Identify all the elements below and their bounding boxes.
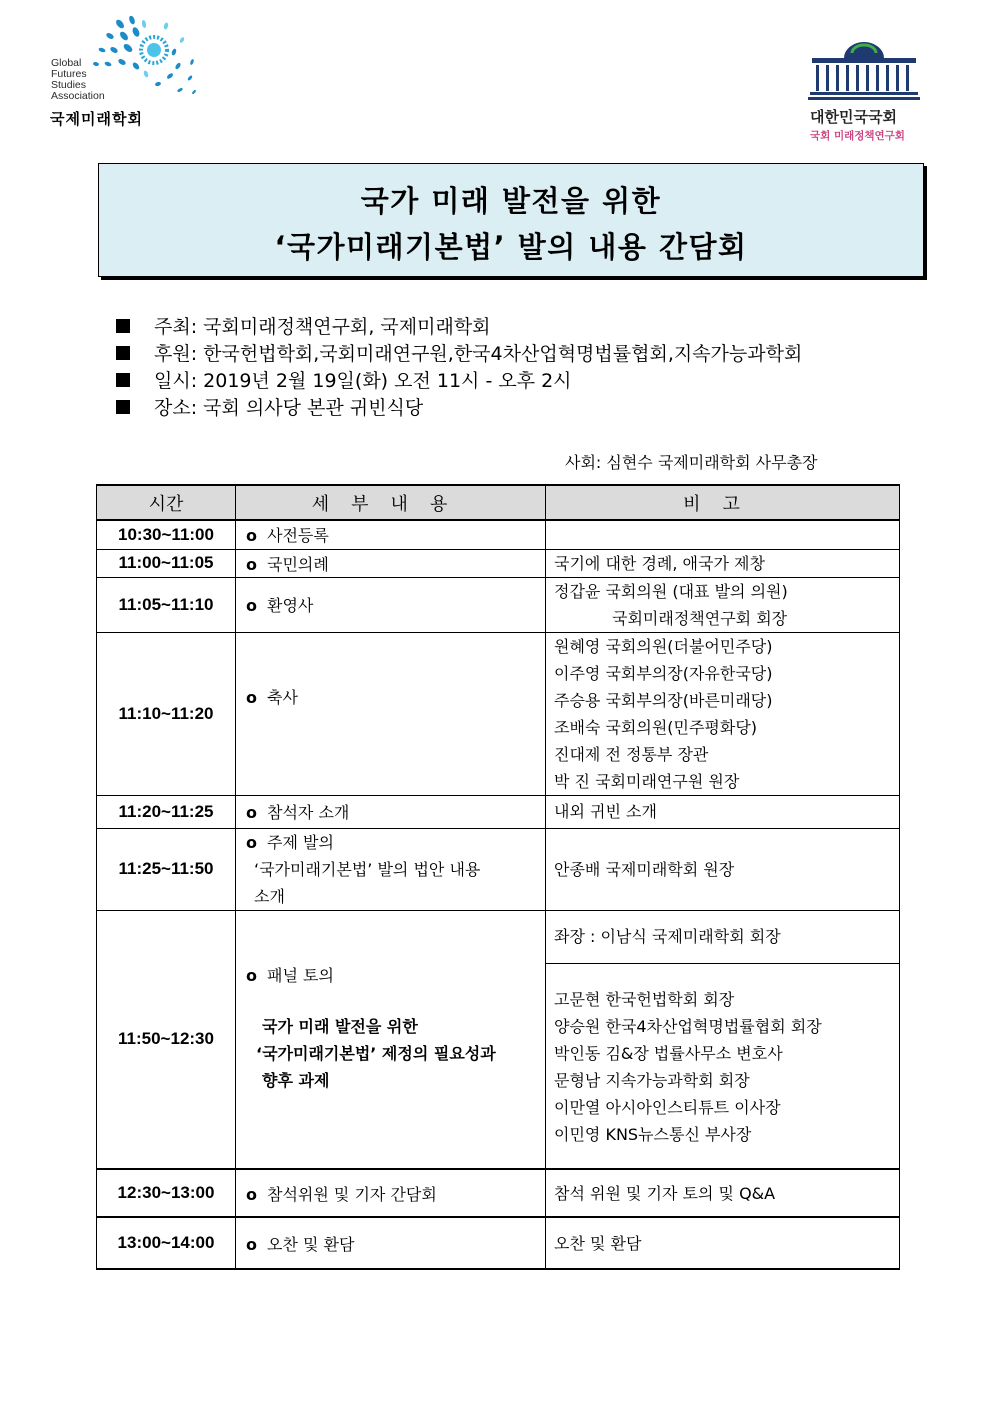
info-text: 장소: 국회 의사당 본관 귀빈식당 xyxy=(154,397,424,419)
row-content-text: 국민의례 xyxy=(267,554,329,574)
row-content-text: 주제 발의 xyxy=(267,832,334,852)
note-line: 박인동 김&장 법률사무소 변호사 xyxy=(554,1043,783,1063)
bullet-icon: o xyxy=(246,832,257,852)
logo-en-line: Studies xyxy=(51,79,87,91)
row-content-text: 사전등록 xyxy=(267,526,329,546)
row-content-sub: 향후 과제 xyxy=(262,1071,330,1091)
table-row xyxy=(97,520,900,549)
info-row-venue xyxy=(116,395,802,422)
row-content xyxy=(236,577,546,632)
header-content: 세부내용 xyxy=(236,485,546,520)
table-row xyxy=(97,1169,900,1217)
row-content xyxy=(236,828,546,910)
row-content-text: 오찬 및 환담 xyxy=(267,1234,355,1254)
info-text: 일시: 2019년 2월 19일(화) 오전 11시 - 오후 2시 xyxy=(154,370,572,392)
national-assembly-logo xyxy=(808,38,928,148)
note-line: 정갑윤 국회의원 (대표 발의 의원) xyxy=(554,581,788,601)
row-content xyxy=(236,910,546,1169)
table-row xyxy=(97,828,900,910)
note-line: 참석 위원 및 기자 토의 및 Q&A xyxy=(554,1183,776,1203)
note-line: 이민영 KNS뉴스통신 부사장 xyxy=(554,1124,752,1144)
square-bullet-icon xyxy=(116,346,130,360)
note-line: 양승원 한국4차산업혁명법률협회 회장 xyxy=(554,1016,822,1036)
row-content-text: 환영사 xyxy=(267,596,314,615)
row-time: 13:00~14:00 xyxy=(97,1217,236,1269)
header-note: 비고 xyxy=(546,485,900,520)
row-note xyxy=(546,910,900,1169)
info-row-organizer xyxy=(116,314,802,341)
note-line: 안종배 국제미래학회 원장 xyxy=(554,859,735,879)
note-line: 오찬 및 환담 xyxy=(554,1233,642,1253)
table-row xyxy=(97,1217,900,1269)
bullet-icon: o xyxy=(246,1184,257,1204)
logo-assembly-name: 대한민국국회 xyxy=(810,108,897,126)
logo-en-line: Global xyxy=(51,57,82,69)
row-time: 11:25~11:50 xyxy=(97,828,236,910)
title-line-2: ‘국가미래기본법’ 발의 내용 간담회 xyxy=(274,230,748,264)
row-content-text: 참석자 소개 xyxy=(267,803,350,822)
row-content-sub: 소개 xyxy=(254,886,285,906)
bullet-icon: o xyxy=(246,596,257,615)
panel-chair: 좌장 : 이남식 국제미래학회 회장 xyxy=(554,926,781,946)
bullet-icon: o xyxy=(246,687,257,707)
table-row xyxy=(97,577,900,632)
row-note xyxy=(546,1217,900,1269)
title-line-1: 국가 미래 발전을 위한 xyxy=(360,184,662,218)
square-bullet-icon xyxy=(116,400,130,414)
row-content xyxy=(236,520,546,549)
note-line: 이주영 국회부의장(자유한국당) xyxy=(554,663,773,683)
table-row xyxy=(97,549,900,577)
row-note xyxy=(546,828,900,910)
table-row xyxy=(97,910,900,1169)
bullet-icon: o xyxy=(246,554,257,574)
note-line: 이만열 아시아인스티튜트 이사장 xyxy=(554,1097,781,1117)
schedule-table xyxy=(96,484,900,1270)
note-line: 원혜영 국회의원(더불어민주당) xyxy=(554,636,773,656)
note-line: 진대제 전 정통부 장관 xyxy=(554,744,709,764)
row-time: 11:20~11:25 xyxy=(97,795,236,828)
national-assembly-building-icon xyxy=(808,38,920,100)
bullet-icon: o xyxy=(246,1234,257,1254)
square-bullet-icon xyxy=(116,319,130,333)
note-line: 문형남 지속가능과학회 회장 xyxy=(554,1070,750,1090)
row-content-sub: ‘국가미래기본법’ 발의 법안 내용 xyxy=(254,859,481,879)
note-line: 박 진 국회미래연구원 원장 xyxy=(554,771,740,791)
square-bullet-icon xyxy=(116,373,130,387)
row-note xyxy=(546,549,900,577)
row-note xyxy=(546,795,900,828)
logo-en-line: Futures xyxy=(51,68,87,80)
info-row-sponsor xyxy=(116,341,802,368)
row-content xyxy=(236,549,546,577)
row-content xyxy=(236,1217,546,1269)
title-box xyxy=(98,163,924,277)
row-note xyxy=(546,632,900,795)
row-note xyxy=(546,1169,900,1217)
row-note xyxy=(546,520,900,549)
row-content-text: 축사 xyxy=(267,687,298,707)
row-content-sub: ‘국가미래기본법’ 제정의 필요성과 xyxy=(256,1044,496,1064)
host-line: 사회: 심현수 국제미래학회 사무총장 xyxy=(565,453,818,472)
row-content xyxy=(236,632,546,795)
row-time: 11:05~11:10 xyxy=(97,577,236,632)
event-info xyxy=(116,314,802,422)
row-time: 12:30~13:00 xyxy=(97,1169,236,1217)
logo-ko-name: 국제미래학회 xyxy=(50,110,143,128)
bullet-icon: o xyxy=(246,966,257,986)
logo-en-line: Association xyxy=(51,90,105,102)
info-row-datetime xyxy=(116,368,802,395)
table-row xyxy=(97,632,900,795)
info-text: 주최: 국회미래정책연구회, 국제미래학회 xyxy=(154,316,491,338)
note-line: 조배숙 국회의원(민주평화당) xyxy=(554,717,758,737)
header-time: 시간 xyxy=(97,485,236,520)
row-content-text: 참석위원 및 기자 간담회 xyxy=(267,1184,437,1204)
note-line: 내외 귀빈 소개 xyxy=(554,802,657,821)
table-header-row xyxy=(97,485,900,520)
row-content xyxy=(236,795,546,828)
row-content-sub: 국가 미래 발전을 위한 xyxy=(262,1017,418,1037)
info-text: 후원: 한국헌법학회,국회미래연구원,한국4차산업혁명법률협회,지속가능과학회 xyxy=(154,343,803,365)
logo-assembly-sub: 국회 미래정책연구회 xyxy=(810,130,905,142)
note-line: 국기에 대한 경례, 애국가 제창 xyxy=(554,553,765,573)
gfsa-logo xyxy=(44,16,194,134)
row-content-text: 패널 토의 xyxy=(267,966,334,986)
bullet-icon: o xyxy=(246,803,257,822)
bullet-icon: o xyxy=(246,526,257,546)
row-note xyxy=(546,577,900,632)
note-line: 주승용 국회부의장(바른미래당) xyxy=(554,690,773,710)
row-time: 10:30~11:00 xyxy=(97,520,236,549)
note-line: 고문현 한국헌법학회 회장 xyxy=(554,989,735,1009)
note-line: 국회미래정책연구회 회장 xyxy=(612,608,788,628)
row-time: 11:50~12:30 xyxy=(97,910,236,1169)
row-time: 11:00~11:05 xyxy=(97,549,236,577)
table-row xyxy=(97,795,900,828)
row-time: 11:10~11:20 xyxy=(97,632,236,795)
row-content xyxy=(236,1169,546,1217)
